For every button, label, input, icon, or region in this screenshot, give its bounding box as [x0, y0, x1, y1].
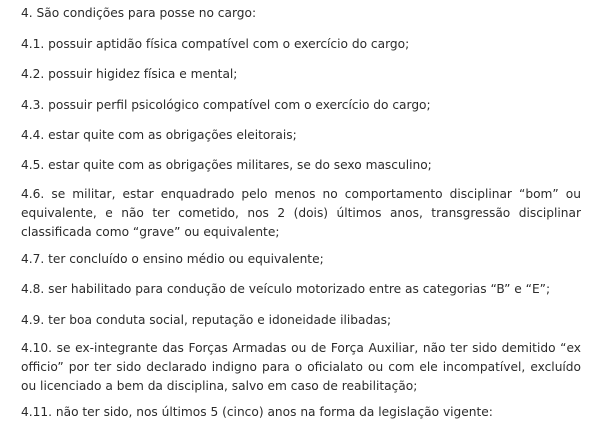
item-4-3: 4.3. possuir perfil psicológico compatível com o exercício do cargo; [21, 98, 431, 112]
item-4-11: 4.11. não ter sido, nos últimos 5 (cinco) anos na forma da legislação vigente: [21, 405, 493, 419]
item-4-7: 4.7. ter concluído o ensino médio ou equivalente; [21, 252, 324, 266]
item-4-5: 4.5. estar quite com as obrigações militares, se do sexo masculino; [21, 158, 432, 172]
item-4-10: 4.10. se ex-integrante das Forças Armadas ou de Força Auxiliar, não ter sido demitido “ex officio” por ter sido declarado indigno para o oficialato ou com ele incompatível, excluído ou licenciado a bem da disciplina, salvo em caso de reabilitação; [21, 341, 581, 393]
item-4-2: 4.2. possuir higidez física e mental; [21, 67, 238, 81]
item-4-8: 4.8. ser habilitado para condução de veículo motorizado entre as categorias “B” e “E”; [21, 282, 551, 296]
item-4-1: 4.1. possuir aptidão física compatível com o exercício do cargo; [21, 37, 410, 51]
item-4-4: 4.4. estar quite com as obrigações eleitorais; [21, 128, 297, 142]
item-4-9: 4.9. ter boa conduta social, reputação e idoneidade ilibadas; [21, 313, 392, 327]
section-heading: 4. São condições para posse no cargo: [21, 6, 257, 20]
item-4-6: 4.6. se militar, estar enquadrado pelo menos no comportamento disciplinar “bom” ou equivalente, e não ter cometido, nos 2 (dois) últimos anos, transgressão disciplinar classificada como “grave” ou equivalente; [21, 187, 581, 239]
